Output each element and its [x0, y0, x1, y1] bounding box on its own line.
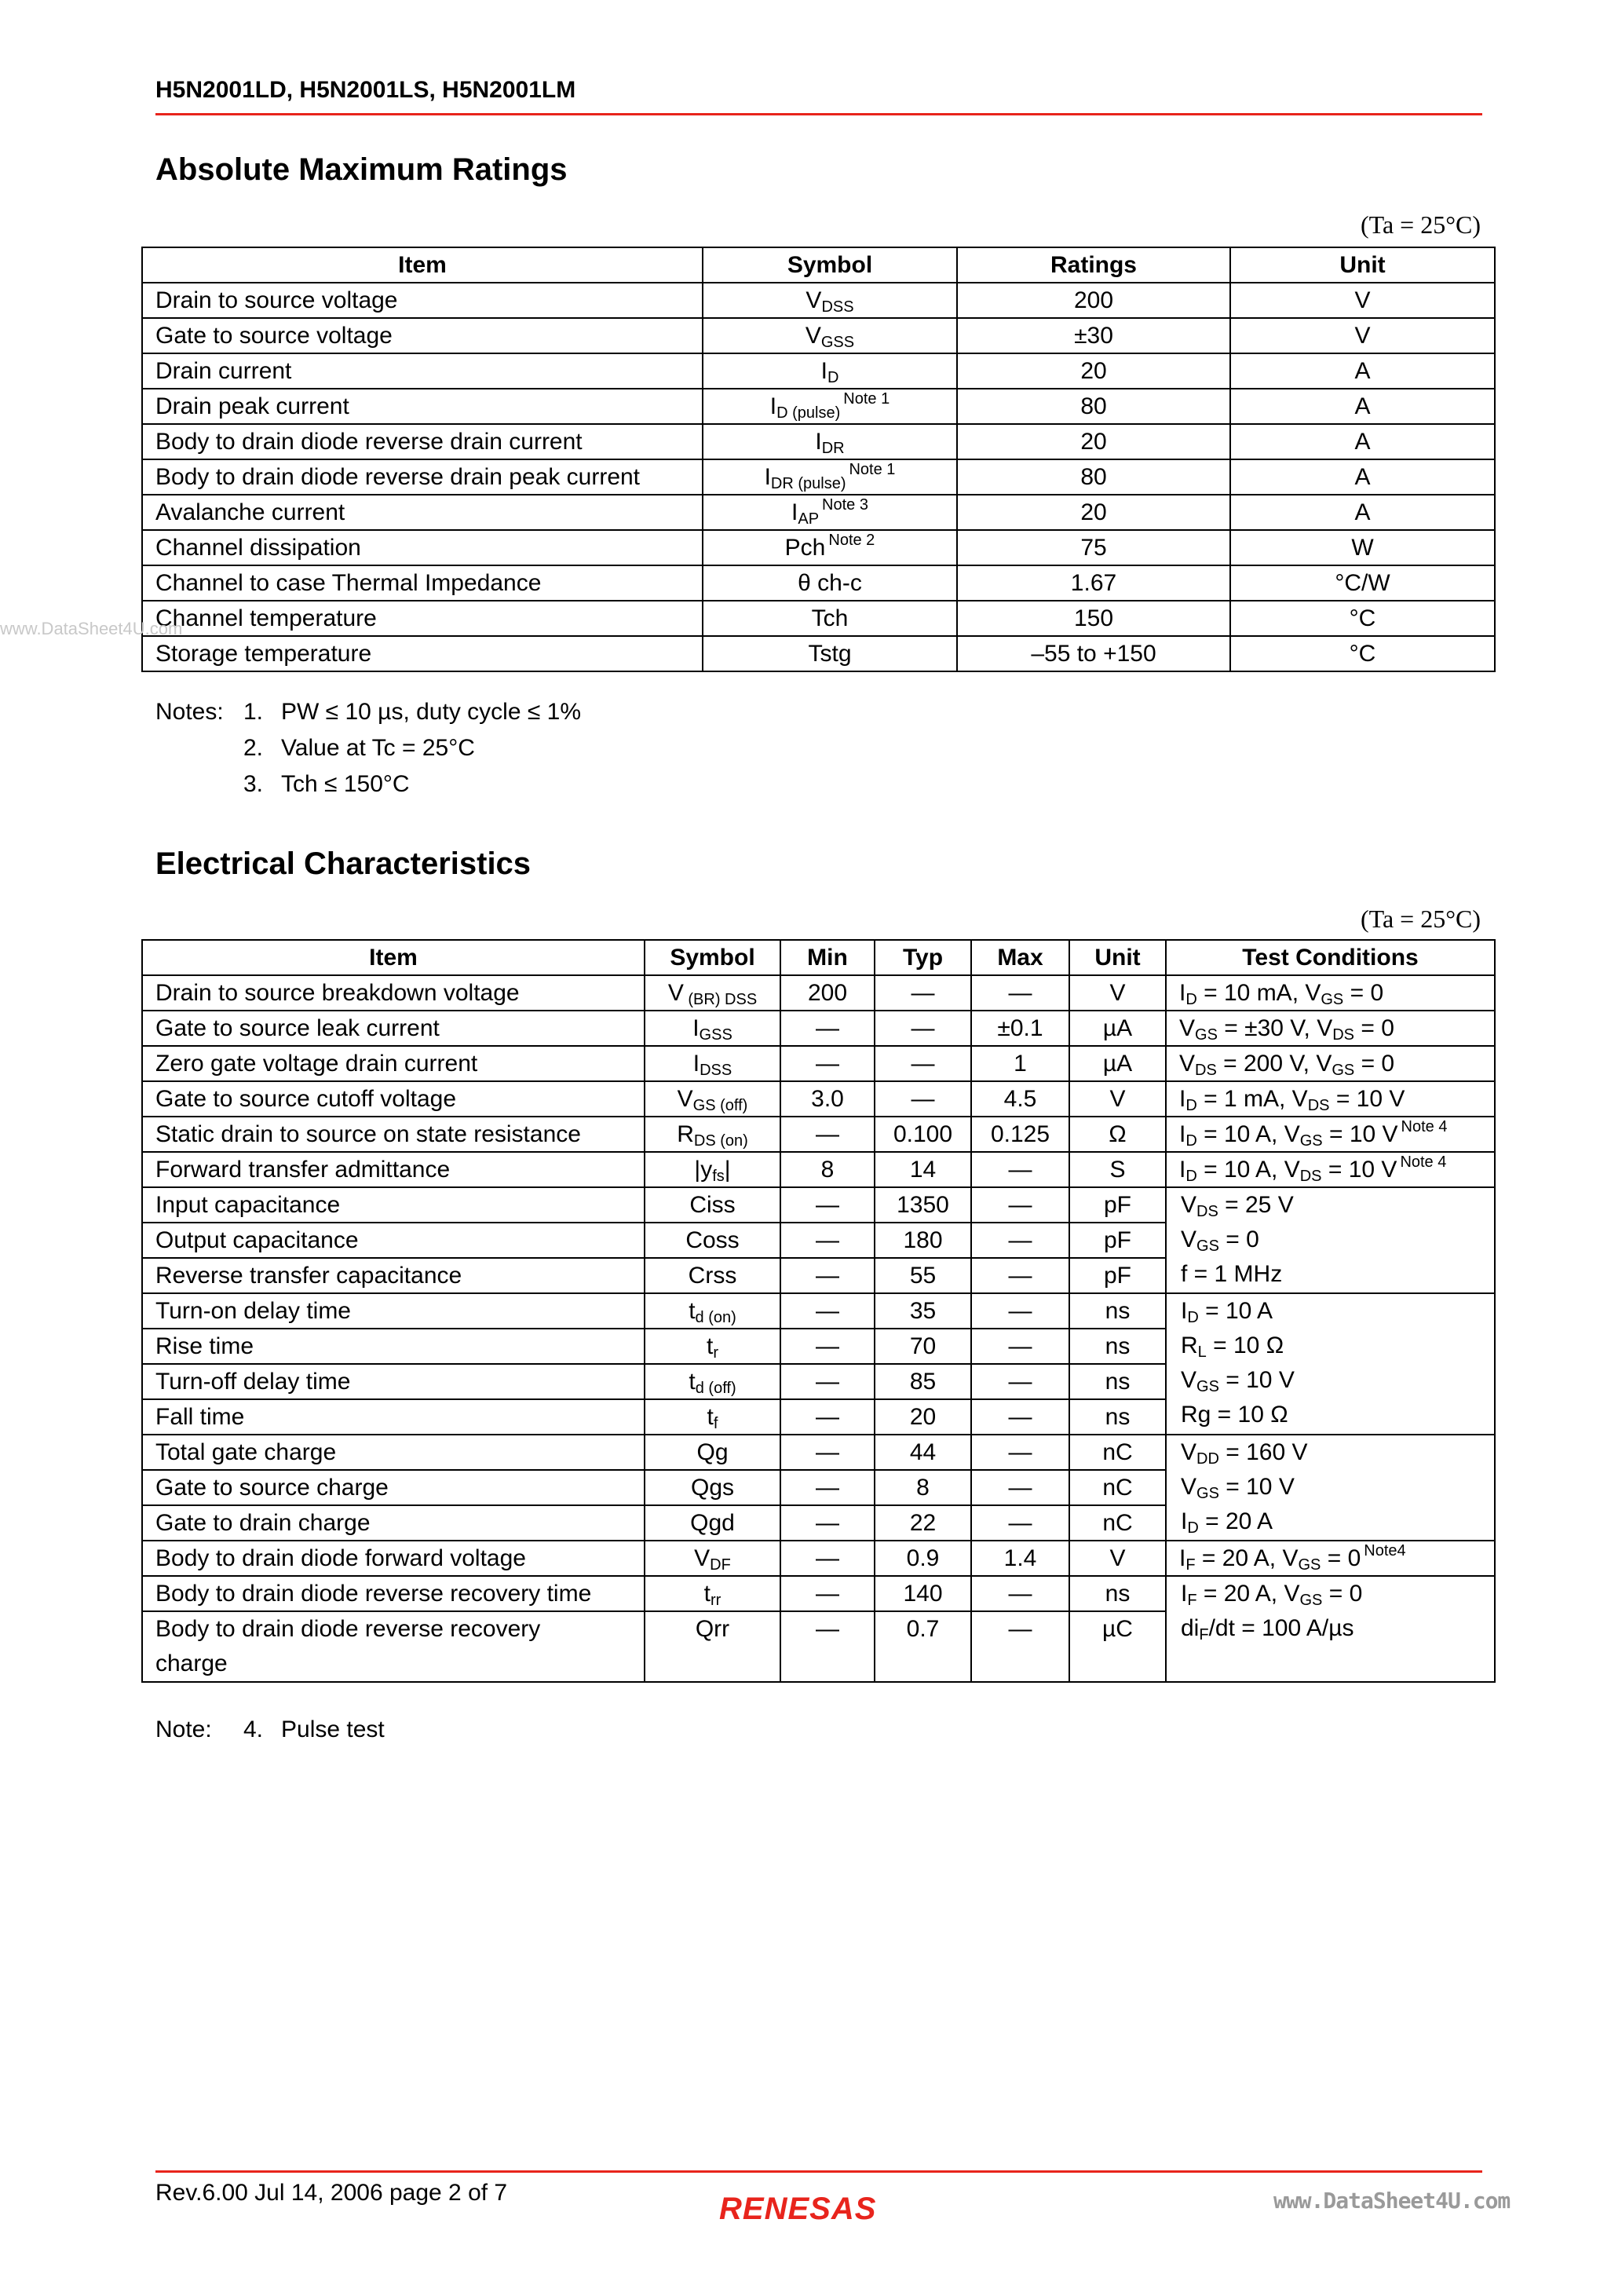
cell-max: —	[971, 1258, 1069, 1293]
cell-item: Fall time	[142, 1399, 645, 1435]
cell-unit: A	[1230, 459, 1495, 495]
col-header-unit: Unit	[1069, 940, 1166, 975]
cell-item: Output capacitance	[142, 1223, 645, 1258]
cell-test-conditions: $V_{DS} = 200$ V, $V_{GS} = 0$	[1166, 1046, 1495, 1081]
col-header-item: Item	[142, 247, 703, 283]
cell-rating: 150	[957, 601, 1230, 636]
cell-max: ±0.1	[971, 1011, 1069, 1046]
cell-test-conditions: $V_{DD} = 160$ V $V_{GS} = 10$ V $I_D = 20$ A	[1166, 1435, 1495, 1541]
ec-note-label: Note:	[155, 1717, 212, 1742]
amr-condition: (Ta = 25°C)	[1360, 210, 1481, 239]
cell-unit: A	[1230, 495, 1495, 530]
cell-item: Storage temperature	[142, 636, 703, 671]
cell-max: —	[971, 1329, 1069, 1364]
cell-symbol: Qgs	[645, 1470, 780, 1505]
cell-max: —	[971, 1470, 1069, 1505]
cell-min: —	[780, 1329, 875, 1364]
cell-symbol: Qrr	[645, 1611, 780, 1682]
cell-symbol: $R_{DS (on)}$	[645, 1117, 780, 1152]
cell-typ: 0.7	[875, 1611, 971, 1682]
cell-unit: ns	[1069, 1399, 1166, 1435]
cell-item: Drain to source voltage	[142, 283, 703, 318]
cell-test-conditions: $I_D = 10$ A, $V_{GS} = 10$ V $^{Note 4}$	[1166, 1117, 1495, 1152]
cell-max: —	[971, 1223, 1069, 1258]
cell-test-conditions: $I_D = 10$ A, $V_{DS} = 10$ V $^{Note 4}$	[1166, 1152, 1495, 1187]
cell-item: Zero gate voltage drain current	[142, 1046, 645, 1081]
table-row	[142, 318, 1495, 353]
cell-symbol: $t_r$	[645, 1329, 780, 1364]
cell-test-conditions: $V_{DS} = 25$ V $V_{GS} = 0$ f = 1 MHz	[1166, 1187, 1495, 1293]
col-header-min: Min	[780, 940, 875, 975]
cell-item: Input capacitance	[142, 1187, 645, 1223]
cell-typ: 70	[875, 1329, 971, 1364]
cell-unit: V	[1069, 1541, 1166, 1576]
cell-test-conditions: $I_F = 20$ A, $V_{GS} = 0$ $di_F/dt = 100$ A/µs	[1166, 1576, 1495, 1682]
cell-typ: 20	[875, 1399, 971, 1435]
note-text: PW ≤ 10 µs, duty cycle ≤ 1%	[281, 699, 582, 725]
cell-unit: A	[1230, 353, 1495, 389]
table-header-row	[142, 247, 1495, 283]
cell-symbol: $V_{GSS}$	[703, 318, 957, 353]
amr-section-title: Absolute Maximum Ratings	[155, 152, 568, 187]
cell-unit: V	[1069, 975, 1166, 1011]
cell-unit: pF	[1069, 1187, 1166, 1223]
ec-section-title: Electrical Characteristics	[155, 846, 532, 881]
cell-min: 8	[780, 1152, 875, 1187]
header-rule	[155, 113, 1482, 115]
cell-unit: A	[1230, 389, 1495, 424]
cell-min: —	[780, 1611, 875, 1682]
table-row	[142, 1081, 1495, 1117]
cell-max: —	[971, 1399, 1069, 1435]
col-header-max: Max	[971, 940, 1069, 975]
cell-max: —	[971, 1293, 1069, 1329]
table-row	[142, 283, 1495, 318]
footer-revision: Rev.6.00 Jul 14, 2006 page 2 of 7	[155, 2180, 508, 2206]
cell-item: Body to drain diode reverse drain peak current	[142, 459, 703, 495]
table-row	[142, 353, 1495, 389]
cell-unit: °C/W	[1230, 565, 1495, 601]
cell-min: —	[780, 1364, 875, 1399]
cell-rating: 20	[957, 424, 1230, 459]
amr-table-body	[142, 283, 1495, 671]
cell-symbol: $I_{D (pulse)}^{Note 1}$	[703, 389, 957, 424]
table-row	[142, 636, 1495, 671]
cell-min: —	[780, 1576, 875, 1611]
cell-item: Body to drain diode reverse recovery charge	[142, 1611, 645, 1682]
cell-max: 1.4	[971, 1541, 1069, 1576]
note-number: 3.	[243, 771, 264, 797]
cell-min: —	[780, 1117, 875, 1152]
cell-rating: 1.67	[957, 565, 1230, 601]
cell-min: —	[780, 1011, 875, 1046]
col-header-test-conditions: Test Conditions	[1166, 940, 1495, 975]
col-header-item: Item	[142, 940, 645, 975]
cell-typ: 1350	[875, 1187, 971, 1223]
cell-min: —	[780, 1187, 875, 1223]
cell-symbol: $V_{GS (off)}$	[645, 1081, 780, 1117]
cell-unit: pF	[1069, 1223, 1166, 1258]
cell-min: —	[780, 1435, 875, 1470]
cell-min: —	[780, 1541, 875, 1576]
cell-unit: A	[1230, 424, 1495, 459]
table-row	[142, 601, 1495, 636]
cell-symbol: $I_D$	[703, 353, 957, 389]
cell-max: —	[971, 1187, 1069, 1223]
cell-symbol: $t_{d (on)}$	[645, 1293, 780, 1329]
cell-unit: °C	[1230, 601, 1495, 636]
cell-item: Total gate charge	[142, 1435, 645, 1470]
cell-rating: 80	[957, 459, 1230, 495]
cell-unit: µC	[1069, 1611, 1166, 1682]
cell-rating: ±30	[957, 318, 1230, 353]
ec-table-body	[142, 975, 1495, 1682]
cell-typ: —	[875, 1081, 971, 1117]
cell-symbol: Tstg	[703, 636, 957, 671]
cell-symbol: $I_{DR (pulse)}^{Note 1}$	[703, 459, 957, 495]
ec-note-text: Pulse test	[281, 1717, 385, 1742]
cell-max: —	[971, 1152, 1069, 1187]
table-row	[142, 1187, 1495, 1223]
table-row	[142, 459, 1495, 495]
cell-item: Gate to source voltage	[142, 318, 703, 353]
cell-symbol: $V_{DSS}$	[703, 283, 957, 318]
cell-item: Drain to source breakdown voltage	[142, 975, 645, 1011]
cell-test-conditions: $V_{GS} = \pm 30$ V, $V_{DS} = 0$	[1166, 1011, 1495, 1046]
cell-typ: 55	[875, 1258, 971, 1293]
table-row	[142, 565, 1495, 601]
table-row	[142, 1046, 1495, 1081]
cell-symbol: $I_{DSS}$	[645, 1046, 780, 1081]
col-header-unit: Unit	[1230, 247, 1495, 283]
cell-min: 200	[780, 975, 875, 1011]
cell-max: 0.125	[971, 1117, 1069, 1152]
cell-symbol: V $_{(BR) DSS}$	[645, 975, 780, 1011]
cell-item: Channel temperature	[142, 601, 703, 636]
col-header-typ: Typ	[875, 940, 971, 975]
cell-min: 3.0	[780, 1081, 875, 1117]
electrical-characteristics-table	[141, 939, 1496, 1683]
cell-symbol: $t_{d (off)}$	[645, 1364, 780, 1399]
cell-symbol: θ ch-c	[703, 565, 957, 601]
cell-rating: 20	[957, 495, 1230, 530]
cell-symbol: $I_{AP}^{Note 3}$	[703, 495, 957, 530]
cell-typ: 14	[875, 1152, 971, 1187]
absolute-maximum-ratings-table	[141, 247, 1496, 672]
cell-rating: –55 to +150	[957, 636, 1230, 671]
cell-typ: 0.100	[875, 1117, 971, 1152]
table-row	[142, 975, 1495, 1011]
table-row	[142, 424, 1495, 459]
cell-typ: 180	[875, 1223, 971, 1258]
table-row	[142, 389, 1495, 424]
cell-max: —	[971, 1435, 1069, 1470]
cell-symbol: $t_{rr}$	[645, 1576, 780, 1611]
cell-min: —	[780, 1046, 875, 1081]
cell-min: —	[780, 1258, 875, 1293]
watermark-footer-text: www.DataSheet4U.com	[1273, 2188, 1511, 2214]
cell-unit: ns	[1069, 1576, 1166, 1611]
cell-item: Channel to case Thermal Impedance	[142, 565, 703, 601]
cell-rating: 200	[957, 283, 1230, 318]
note-number: 1.	[243, 699, 264, 725]
renesas-logo	[716, 2188, 920, 2231]
table-row	[142, 1435, 1495, 1470]
cell-max: —	[971, 1364, 1069, 1399]
cell-rating: 80	[957, 389, 1230, 424]
cell-item: Gate to drain charge	[142, 1505, 645, 1541]
table-header-row	[142, 940, 1495, 975]
cell-test-conditions: $I_D = 1$ mA, $V_{DS} = 10$ V	[1166, 1081, 1495, 1117]
cell-item: Body to drain diode forward voltage	[142, 1541, 645, 1576]
table-row	[142, 1576, 1495, 1611]
cell-min: —	[780, 1470, 875, 1505]
cell-max: 4.5	[971, 1081, 1069, 1117]
cell-symbol: $I_{DR}$	[703, 424, 957, 459]
cell-unit: W	[1230, 530, 1495, 565]
svg-text:RENESAS: RENESAS	[719, 2192, 877, 2226]
cell-item: Rise time	[142, 1329, 645, 1364]
cell-unit: µA	[1069, 1011, 1166, 1046]
cell-test-conditions: $I_F = 20$ A, $V_{GS} = 0$ $^{Note4}$	[1166, 1541, 1495, 1576]
cell-unit: V	[1230, 283, 1495, 318]
table-row	[142, 495, 1495, 530]
cell-item: Body to drain diode reverse recovery time	[142, 1576, 645, 1611]
cell-unit: nC	[1069, 1470, 1166, 1505]
cell-item: Turn-off delay time	[142, 1364, 645, 1399]
table-row	[142, 1541, 1495, 1576]
cell-item: Reverse transfer capacitance	[142, 1258, 645, 1293]
cell-rating: 20	[957, 353, 1230, 389]
cell-test-conditions: $I_D = 10$ mA, $V_{GS} = 0$	[1166, 975, 1495, 1011]
cell-unit: nC	[1069, 1435, 1166, 1470]
cell-symbol: Coss	[645, 1223, 780, 1258]
cell-item: Gate to source cutoff voltage	[142, 1081, 645, 1117]
cell-typ: 35	[875, 1293, 971, 1329]
cell-unit: ns	[1069, 1364, 1166, 1399]
cell-symbol: Pch $^{Note 2}$	[703, 530, 957, 565]
cell-unit: pF	[1069, 1258, 1166, 1293]
cell-max: —	[971, 1576, 1069, 1611]
cell-typ: 44	[875, 1435, 971, 1470]
cell-item: Gate to source charge	[142, 1470, 645, 1505]
col-header-symbol: Symbol	[645, 940, 780, 975]
cell-item: Channel dissipation	[142, 530, 703, 565]
amr-notes-label: Notes:	[155, 699, 224, 725]
cell-symbol: Ciss	[645, 1187, 780, 1223]
cell-symbol: Qgd	[645, 1505, 780, 1541]
cell-typ: 22	[875, 1505, 971, 1541]
cell-rating: 75	[957, 530, 1230, 565]
cell-symbol: Crss	[645, 1258, 780, 1293]
cell-unit: Ω	[1069, 1117, 1166, 1152]
cell-unit: ns	[1069, 1329, 1166, 1364]
cell-item: Static drain to source on state resistance	[142, 1117, 645, 1152]
note-text: Tch ≤ 150°C	[281, 771, 410, 797]
cell-min: —	[780, 1293, 875, 1329]
document-header-title: H5N2001LD, H5N2001LS, H5N2001LM	[155, 77, 576, 103]
cell-max: —	[971, 975, 1069, 1011]
cell-symbol: $t_f$	[645, 1399, 780, 1435]
cell-unit: V	[1230, 318, 1495, 353]
cell-test-conditions: $I_D = 10$ A $R_L = 10$ Ω $V_{GS} = 10$ V Rg = 10 Ω	[1166, 1293, 1495, 1435]
cell-typ: 8	[875, 1470, 971, 1505]
footer-rule	[155, 2170, 1482, 2173]
cell-typ: 0.9	[875, 1541, 971, 1576]
ec-condition: (Ta = 25°C)	[1360, 905, 1481, 933]
table-row	[142, 1117, 1495, 1152]
table-row	[142, 530, 1495, 565]
cell-symbol: $I_{GSS}$	[645, 1011, 780, 1046]
cell-typ: 140	[875, 1576, 971, 1611]
col-header-ratings: Ratings	[957, 247, 1230, 283]
watermark-text: www.DataSheet4U.com	[0, 619, 183, 638]
cell-min: —	[780, 1223, 875, 1258]
note-text: Value at Tc = 25°C	[281, 735, 475, 761]
cell-max: 1	[971, 1046, 1069, 1081]
cell-symbol: $|y_{fs}|$	[645, 1152, 780, 1187]
table-row	[142, 1011, 1495, 1046]
cell-min: —	[780, 1505, 875, 1541]
cell-unit: nC	[1069, 1505, 1166, 1541]
table-row	[142, 1293, 1495, 1329]
cell-item: Gate to source leak current	[142, 1011, 645, 1046]
ec-note-number: 4.	[243, 1717, 264, 1742]
cell-item: Drain current	[142, 353, 703, 389]
cell-max: —	[971, 1505, 1069, 1541]
cell-unit: ns	[1069, 1293, 1166, 1329]
cell-item: Turn-on delay time	[142, 1293, 645, 1329]
cell-typ: —	[875, 1046, 971, 1081]
cell-max: —	[971, 1611, 1069, 1682]
note-number: 2.	[243, 735, 264, 761]
cell-typ: —	[875, 975, 971, 1011]
cell-item: Drain peak current	[142, 389, 703, 424]
cell-symbol: Qg	[645, 1435, 780, 1470]
col-header-symbol: Symbol	[703, 247, 957, 283]
cell-typ: 85	[875, 1364, 971, 1399]
cell-symbol: $V_{DF}$	[645, 1541, 780, 1576]
cell-unit: S	[1069, 1152, 1166, 1187]
table-row	[142, 1152, 1495, 1187]
cell-min: —	[780, 1399, 875, 1435]
cell-typ: —	[875, 1011, 971, 1046]
cell-item: Avalanche current	[142, 495, 703, 530]
cell-item: Forward transfer admittance	[142, 1152, 645, 1187]
renesas-logo-mark	[716, 2188, 920, 2227]
cell-unit: µA	[1069, 1046, 1166, 1081]
cell-symbol: Tch	[703, 601, 957, 636]
cell-unit: °C	[1230, 636, 1495, 671]
cell-item: Body to drain diode reverse drain current	[142, 424, 703, 459]
cell-unit: V	[1069, 1081, 1166, 1117]
